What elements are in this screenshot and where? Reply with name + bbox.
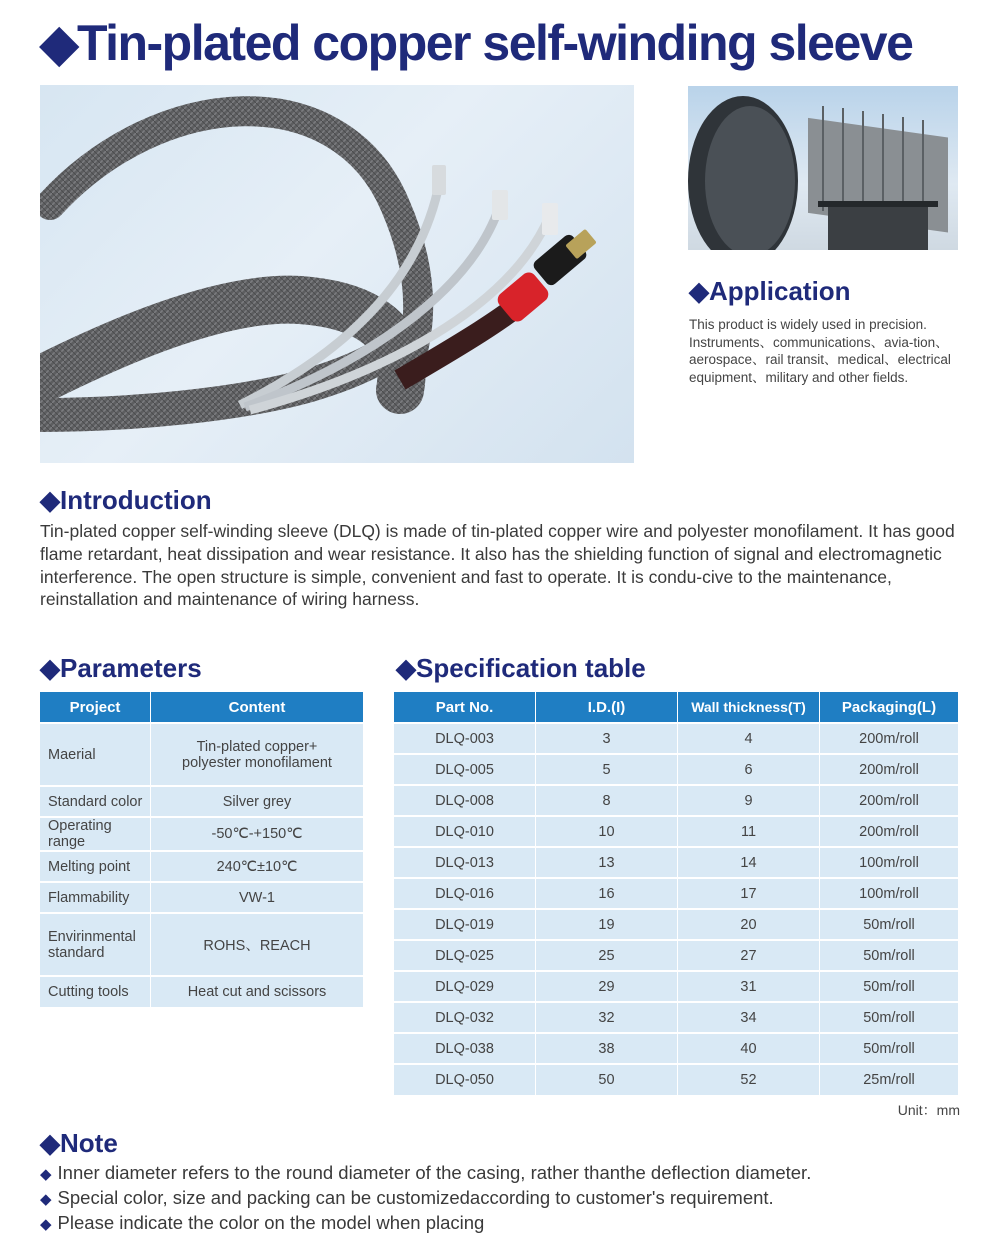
id-cell: 38 (536, 1033, 678, 1064)
wall-thickness-cell: 34 (678, 1002, 820, 1033)
introduction-heading-text: Introduction (60, 485, 212, 515)
wall-thickness-cell: 6 (678, 754, 820, 785)
table-row (394, 1002, 958, 1033)
note-heading (40, 1128, 118, 1159)
specification-table (394, 692, 958, 1095)
note-item-text: Please indicate the color on the model when placing (57, 1212, 485, 1233)
diamond-bullet-icon: ◆ (689, 276, 709, 306)
parameters-table (40, 692, 363, 1007)
page-title (40, 14, 912, 72)
project-cell: Melting point (40, 851, 151, 882)
column-header: Part No. (394, 692, 536, 723)
id-cell: 5 (536, 754, 678, 785)
table-row (394, 878, 958, 909)
id-cell: 8 (536, 785, 678, 816)
part-no-cell: DLQ-019 (394, 909, 536, 940)
note-item (40, 1187, 774, 1209)
specification-heading-text: Specification table (416, 653, 646, 683)
introduction-text: Tin-plated copper self-winding sleeve (DLQ) is made of tin-plated copper wire and polyester monofilament. It has good flame retardant, heat dissipation and wear resistance. It also has the shielding function of signal and electromagnetic interference. The open structure is simple, convenient and fast to operate. It is condu-cive to the maintenance, reinstallation and maintenance of wiring harness. (40, 521, 955, 610)
table-row (394, 723, 958, 754)
project-cell: Standard color (40, 786, 151, 817)
part-no-cell: DLQ-025 (394, 940, 536, 971)
part-no-cell: DLQ-016 (394, 878, 536, 909)
specification-body (394, 723, 958, 1095)
table-row (40, 882, 363, 913)
table-row (394, 1064, 958, 1095)
part-no-cell: DLQ-050 (394, 1064, 536, 1095)
note-item-text: Special color, size and packing can be customizedaccording to customer's requirement. (57, 1187, 774, 1208)
packaging-cell: 50m/roll (820, 909, 959, 940)
wall-thickness-cell: 11 (678, 816, 820, 847)
project-cell: Operating range (40, 817, 151, 851)
note-item-text: Inner diameter refers to the round diameter of the casing, rather thanthe deflection diameter. (57, 1162, 812, 1183)
diamond-bullet-icon: ◆ (40, 1128, 60, 1158)
specification-header-row (394, 692, 958, 723)
diamond-bullet-icon: ◆ (40, 1191, 52, 1208)
content-cell: VW-1 (151, 882, 364, 913)
part-no-cell: DLQ-010 (394, 816, 536, 847)
packaging-cell: 200m/roll (820, 785, 959, 816)
table-row (40, 723, 363, 786)
packaging-cell: 200m/roll (820, 816, 959, 847)
table-row (40, 976, 363, 1007)
content-cell: Tin-plated copper+ polyester monofilament (151, 723, 364, 786)
content-cell: Heat cut and scissors (151, 976, 364, 1007)
part-no-cell: DLQ-032 (394, 1002, 536, 1033)
packaging-cell: 50m/roll (820, 1002, 959, 1033)
radar-photo (688, 86, 958, 250)
packaging-cell: 50m/roll (820, 1033, 959, 1064)
column-header: I.D.(I) (536, 692, 678, 723)
packaging-cell: 50m/roll (820, 971, 959, 1002)
parameters-heading (40, 653, 202, 684)
table-row (394, 1033, 958, 1064)
wall-thickness-cell: 40 (678, 1033, 820, 1064)
unit-label: Unit：mm (897, 1102, 960, 1118)
part-no-cell: DLQ-013 (394, 847, 536, 878)
page-title-text: Tin-plated copper self-winding sleeve (76, 15, 913, 71)
wall-thickness-cell: 14 (678, 847, 820, 878)
id-cell: 50 (536, 1064, 678, 1095)
id-cell: 19 (536, 909, 678, 940)
braided-sleeve-illustration (40, 85, 634, 463)
wall-thickness-cell: 52 (678, 1064, 820, 1095)
content-cell: Silver grey (151, 786, 364, 817)
wall-thickness-cell: 9 (678, 785, 820, 816)
id-cell: 29 (536, 971, 678, 1002)
table-row (394, 971, 958, 1002)
column-header: Packaging(L) (820, 692, 959, 723)
table-row (394, 816, 958, 847)
introduction-heading (40, 485, 212, 516)
id-cell: 32 (536, 1002, 678, 1033)
table-row (40, 817, 363, 851)
application-heading (689, 276, 851, 307)
project-cell: Flammability (40, 882, 151, 913)
table-row (394, 754, 958, 785)
note-item (40, 1212, 484, 1234)
wall-thickness-cell: 31 (678, 971, 820, 1002)
diamond-bullet-icon: ◆ (40, 15, 77, 71)
column-header: Project (40, 692, 151, 723)
diamond-bullet-icon: ◆ (40, 653, 60, 683)
id-cell: 13 (536, 847, 678, 878)
parameters-heading-text: Parameters (60, 653, 202, 683)
id-cell: 10 (536, 816, 678, 847)
project-cell: Maerial (40, 723, 151, 786)
table-row (394, 940, 958, 971)
content-cell: ROHS、REACH (151, 913, 364, 976)
project-cell: Envirinmental standard (40, 913, 151, 976)
project-cell: Cutting tools (40, 976, 151, 1007)
table-row (40, 913, 363, 976)
wall-thickness-cell: 17 (678, 878, 820, 909)
table-row (394, 909, 958, 940)
specification-heading (396, 653, 646, 684)
packaging-cell: 100m/roll (820, 878, 959, 909)
note-heading-text: Note (60, 1128, 118, 1158)
part-no-cell: DLQ-003 (394, 723, 536, 754)
table-row (40, 786, 363, 817)
column-header: Content (151, 692, 364, 723)
packaging-cell: 25m/roll (820, 1064, 959, 1095)
application-heading-text: Application (709, 276, 851, 306)
wall-thickness-cell: 4 (678, 723, 820, 754)
diamond-bullet-icon: ◆ (40, 1166, 52, 1183)
id-cell: 16 (536, 878, 678, 909)
content-cell: 240℃±10℃ (151, 851, 364, 882)
packaging-cell: 100m/roll (820, 847, 959, 878)
id-cell: 3 (536, 723, 678, 754)
table-row (40, 851, 363, 882)
diamond-bullet-icon: ◆ (40, 485, 60, 515)
table-row (394, 785, 958, 816)
part-no-cell: DLQ-005 (394, 754, 536, 785)
part-no-cell: DLQ-008 (394, 785, 536, 816)
radar-antenna-illustration (688, 86, 958, 250)
parameters-header-row (40, 692, 363, 723)
column-header: Wall thickness(T) (678, 692, 820, 723)
id-cell: 25 (536, 940, 678, 971)
content-cell: -50℃-+150℃ (151, 817, 364, 851)
wall-thickness-cell: 27 (678, 940, 820, 971)
diamond-bullet-icon: ◆ (40, 1216, 52, 1233)
product-photo (40, 85, 634, 463)
wall-thickness-cell: 20 (678, 909, 820, 940)
note-item (40, 1162, 811, 1184)
packaging-cell: 200m/roll (820, 754, 959, 785)
diamond-bullet-icon: ◆ (396, 653, 416, 683)
part-no-cell: DLQ-029 (394, 971, 536, 1002)
packaging-cell: 200m/roll (820, 723, 959, 754)
table-row (394, 847, 958, 878)
part-no-cell: DLQ-038 (394, 1033, 536, 1064)
application-text: This product is widely used in precision. Instruments、communications、avia-tion、aerospace、rail transit、medical、electrical equipment、military and other fields. (689, 317, 951, 385)
packaging-cell: 50m/roll (820, 940, 959, 971)
